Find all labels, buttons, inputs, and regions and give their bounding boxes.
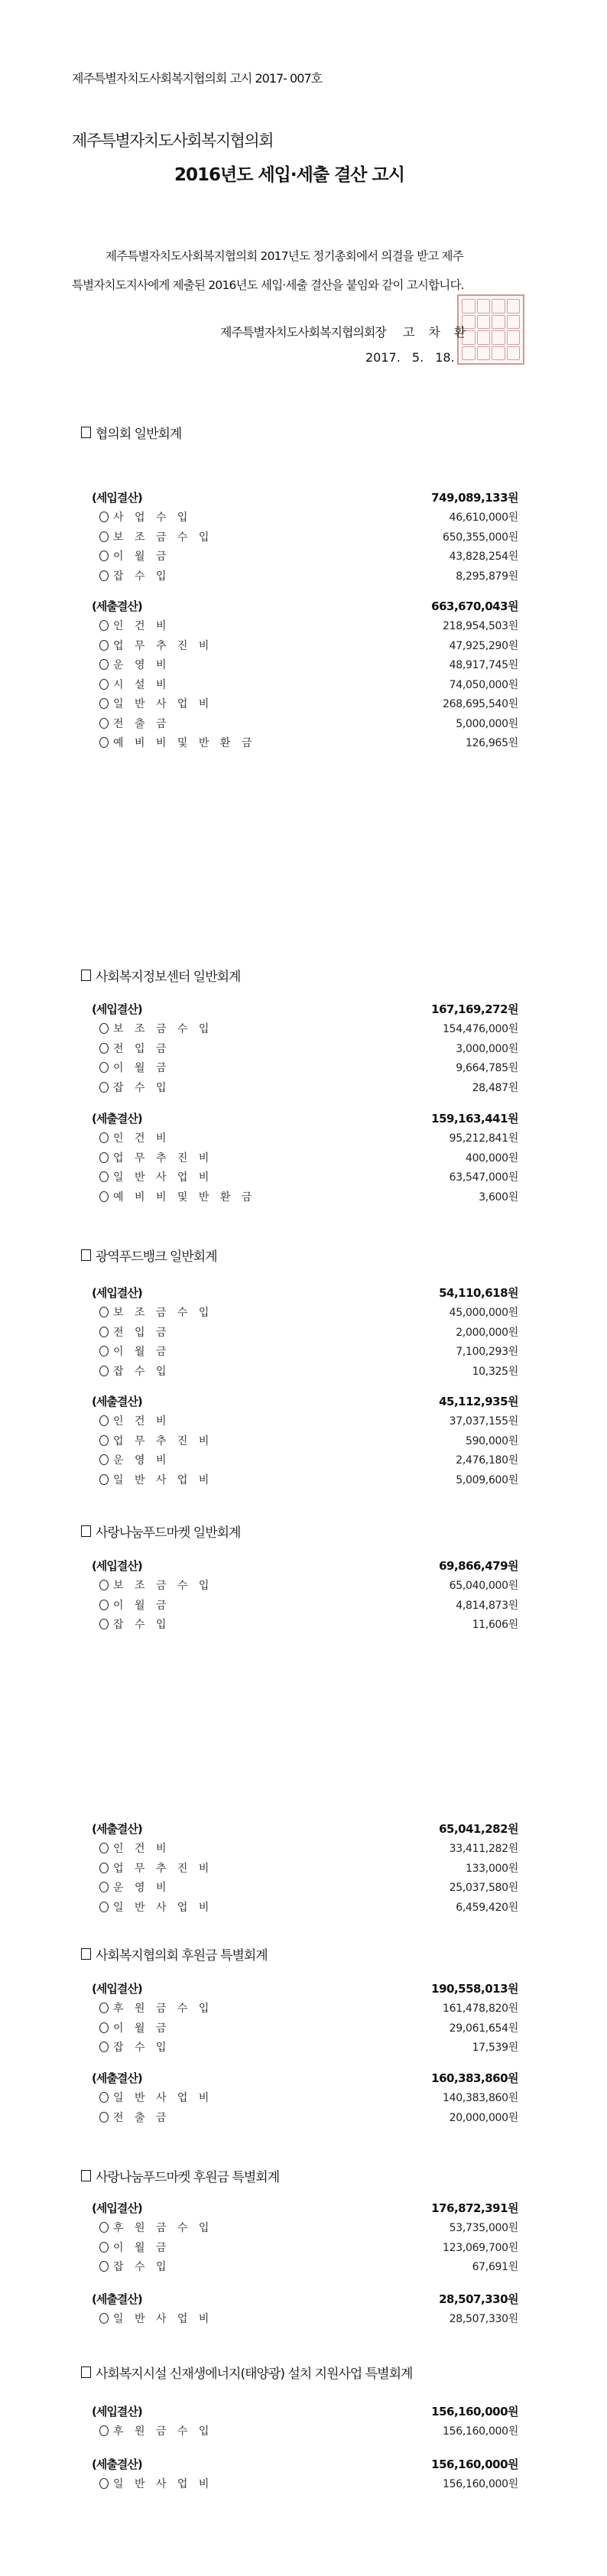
circle-bullet-icon bbox=[99, 551, 109, 561]
circle-bullet-icon bbox=[99, 1600, 109, 1610]
line-item bbox=[0, 696, 607, 714]
line-item-amount: 43,828,254원 bbox=[449, 551, 518, 563]
line-item-amount: 268,695,540원 bbox=[443, 698, 518, 710]
circle-bullet-icon bbox=[99, 2112, 109, 2123]
line-item-name: 잡 수 입 bbox=[113, 1365, 170, 1378]
expenditure-settlement-label: (세출결산) bbox=[92, 1395, 142, 1408]
circle-bullet-icon bbox=[99, 2222, 109, 2233]
revenue-settlement-label: (세입결산) bbox=[92, 1559, 142, 1573]
line-item-label bbox=[99, 1577, 213, 1593]
circle-bullet-icon bbox=[99, 1346, 109, 1356]
line-item bbox=[0, 2311, 607, 2329]
expenditure-settlement-label: (세출결산) bbox=[92, 1112, 142, 1126]
square-bullet-icon bbox=[81, 1249, 91, 1261]
line-item bbox=[0, 1879, 607, 1898]
signer-name: 고 차 환 bbox=[402, 325, 466, 339]
notice-number: 제주특별자치도사회복지협의회 고시 2017- 007호 bbox=[72, 71, 323, 86]
line-item-name: 인 건 비 bbox=[113, 1415, 170, 1428]
line-item-name: 이 월 금 bbox=[113, 2241, 170, 2254]
circle-bullet-icon bbox=[99, 620, 109, 631]
line-item bbox=[0, 2020, 607, 2038]
line-item-name: 이 월 금 bbox=[113, 551, 170, 563]
circle-bullet-icon bbox=[99, 1474, 109, 1485]
line-item-amount: 3,000,000원 bbox=[456, 1042, 518, 1055]
circle-bullet-icon bbox=[99, 512, 109, 522]
line-item-name: 사 업 수 입 bbox=[113, 512, 192, 524]
line-item-label bbox=[99, 2020, 170, 2035]
expenditure-settlement-label: (세출결산) bbox=[92, 2071, 142, 2085]
line-item-name: 운 영 비 bbox=[113, 659, 170, 671]
circle-bullet-icon bbox=[99, 659, 109, 670]
line-item-amount: 2,000,000원 bbox=[456, 1326, 518, 1339]
line-item-name: 잡 수 입 bbox=[113, 2261, 170, 2273]
line-item bbox=[0, 735, 607, 753]
settlement-total: 749,089,133원 bbox=[431, 491, 518, 505]
line-item-label bbox=[99, 1616, 170, 1632]
circle-bullet-icon bbox=[99, 1580, 109, 1590]
line-item bbox=[0, 2220, 607, 2238]
line-item bbox=[0, 1860, 607, 1879]
circle-bullet-icon bbox=[99, 2261, 109, 2272]
line-item-amount: 63,547,000원 bbox=[449, 1171, 518, 1184]
line-item-label bbox=[99, 2423, 213, 2438]
line-item-name: 일 반 사 업 비 bbox=[113, 1171, 213, 1184]
square-bullet-icon bbox=[81, 2366, 91, 2378]
line-item bbox=[0, 1597, 607, 1616]
section-heading bbox=[81, 1246, 217, 1265]
line-item bbox=[0, 2259, 607, 2277]
line-item-label bbox=[99, 1413, 170, 1428]
line-item bbox=[0, 509, 607, 528]
line-item bbox=[0, 1150, 607, 1168]
line-item bbox=[0, 1304, 607, 1323]
line-item-amount: 28,487원 bbox=[472, 1081, 518, 1094]
line-item-name: 이 월 금 bbox=[113, 2022, 170, 2035]
document-title: 2016년도 세입·세출 결산 고시 bbox=[174, 165, 404, 185]
line-item bbox=[0, 1343, 607, 1362]
revenue-settlement-label: (세입결산) bbox=[92, 2201, 142, 2215]
settlement-total: 663,670,043원 bbox=[431, 599, 518, 613]
line-item-name: 시 설 비 bbox=[113, 678, 170, 691]
line-item bbox=[0, 1169, 607, 1187]
settlement-total: 45,112,935원 bbox=[439, 1395, 518, 1408]
circle-bullet-icon bbox=[99, 570, 109, 581]
line-item bbox=[0, 716, 607, 734]
line-item-name: 잡 수 입 bbox=[113, 2042, 170, 2054]
settlement-total: 190,558,013원 bbox=[431, 1982, 518, 1996]
line-item-amount: 400,000원 bbox=[465, 1152, 518, 1165]
body-paragraph-line-2: 특별자치도지사에게 제출된 2016년도 세입·세출 결산을 붙임와 같이 고시합니다. bbox=[72, 278, 464, 292]
line-item-amount: 156,160,000원 bbox=[443, 2425, 518, 2438]
circle-bullet-icon bbox=[99, 1082, 109, 1093]
line-item bbox=[0, 1363, 607, 1382]
settlement-total: 28,507,330원 bbox=[439, 2292, 518, 2306]
line-item-name: 인 건 비 bbox=[113, 1132, 170, 1145]
line-item-label bbox=[99, 657, 170, 672]
line-item-name: 일 반 사 업 비 bbox=[113, 1473, 213, 1486]
line-item-label bbox=[99, 638, 213, 653]
line-item bbox=[0, 568, 607, 586]
line-item-amount: 123,069,700원 bbox=[443, 2241, 518, 2254]
line-item-label bbox=[99, 1840, 170, 1856]
circle-bullet-icon bbox=[99, 718, 109, 729]
circle-bullet-icon bbox=[99, 1882, 109, 1892]
line-item bbox=[0, 529, 607, 547]
line-item bbox=[0, 1577, 607, 1596]
line-item-amount: 11,606원 bbox=[472, 1619, 518, 1631]
circle-bullet-icon bbox=[99, 1619, 109, 1629]
line-item-name: 일 반 사 업 비 bbox=[113, 2092, 213, 2104]
settlement-total: 160,383,860원 bbox=[431, 2071, 518, 2085]
section-title: 광역푸드뱅크 일반회계 bbox=[96, 1249, 217, 1265]
settlement-total: 176,872,391원 bbox=[431, 2201, 518, 2215]
signer-title: 제주특별자치도사회복지협의회장 bbox=[220, 325, 386, 339]
line-item-label bbox=[99, 1597, 170, 1613]
line-item-label bbox=[99, 2259, 170, 2274]
settlement-total: 156,160,000원 bbox=[431, 2405, 518, 2418]
line-item bbox=[0, 2476, 607, 2494]
line-item-label bbox=[99, 509, 191, 525]
section-title: 사랑나눔푸드마켓 일반회계 bbox=[96, 1525, 241, 1541]
line-item-label bbox=[99, 1433, 213, 1448]
line-item-name: 운 영 비 bbox=[113, 1454, 170, 1467]
square-bullet-icon bbox=[81, 970, 91, 981]
line-item-amount: 126,965원 bbox=[465, 737, 518, 749]
line-item-name: 인 건 비 bbox=[113, 620, 170, 632]
circle-bullet-icon bbox=[99, 1902, 109, 1912]
line-item bbox=[0, 2240, 607, 2258]
line-item-amount: 590,000원 bbox=[465, 1434, 518, 1447]
line-item bbox=[0, 2039, 607, 2058]
line-item-amount: 133,000원 bbox=[465, 1862, 518, 1875]
line-item-amount: 9,664,785원 bbox=[456, 1062, 518, 1074]
line-item-amount: 650,355,000원 bbox=[443, 531, 518, 544]
line-item-amount: 8,295,879원 bbox=[456, 570, 518, 583]
line-item-label bbox=[99, 2220, 213, 2235]
circle-bullet-icon bbox=[99, 1435, 109, 1446]
line-item-amount: 47,925,290원 bbox=[449, 639, 518, 652]
section-heading bbox=[81, 2363, 412, 2382]
line-item-amount: 218,954,503원 bbox=[443, 620, 518, 632]
line-item bbox=[0, 1060, 607, 1078]
section-title: 협의회 일반회계 bbox=[96, 427, 182, 442]
body-paragraph-line-1: 제주특별자치도사회복지협의회 2017년도 정기총회에서 의결을 받고 제주 bbox=[105, 249, 463, 263]
section-heading bbox=[81, 423, 181, 442]
line-item-name: 전 입 금 bbox=[113, 1042, 170, 1055]
revenue-settlement-label: (세입결산) bbox=[92, 491, 142, 505]
line-item-name: 일 반 사 업 비 bbox=[113, 698, 213, 710]
section-heading bbox=[81, 966, 240, 985]
circle-bullet-icon bbox=[99, 1132, 109, 1143]
circle-bullet-icon bbox=[99, 1152, 109, 1163]
line-item-amount: 48,917,745원 bbox=[449, 659, 518, 671]
circle-bullet-icon bbox=[99, 1191, 109, 1202]
line-item-label bbox=[99, 2110, 170, 2125]
circle-bullet-icon bbox=[99, 1454, 109, 1465]
line-item-amount: 140,383,860원 bbox=[443, 2092, 518, 2104]
section-title: 사회복지정보센터 일반회계 bbox=[96, 970, 241, 985]
line-item bbox=[0, 1472, 607, 1490]
line-item-label bbox=[99, 618, 170, 633]
line-item-label bbox=[99, 1452, 170, 1467]
expenditure-settlement-label: (세출결산) bbox=[92, 2292, 142, 2306]
line-item-name: 운 영 비 bbox=[113, 1882, 170, 1894]
line-item-label bbox=[99, 735, 255, 750]
signature-line bbox=[220, 323, 466, 340]
seal-pattern bbox=[462, 299, 520, 360]
circle-bullet-icon bbox=[99, 2313, 109, 2324]
line-item-amount: 46,610,000원 bbox=[449, 512, 518, 524]
line-item-label bbox=[99, 1324, 170, 1340]
line-item-name: 전 입 금 bbox=[113, 1326, 170, 1339]
line-item-amount: 95,212,841원 bbox=[449, 1132, 518, 1145]
line-item-name: 예 비 비 및 반 환 금 bbox=[113, 737, 256, 749]
line-item bbox=[0, 1021, 607, 1039]
circle-bullet-icon bbox=[99, 1327, 109, 1337]
line-item-label bbox=[99, 2090, 213, 2105]
line-item-label bbox=[99, 1189, 255, 1204]
line-item-amount: 33,411,282원 bbox=[449, 1843, 518, 1855]
line-item-label bbox=[99, 1304, 213, 1320]
circle-bullet-icon bbox=[99, 1062, 109, 1073]
line-item bbox=[0, 1413, 607, 1431]
line-item-name: 업 무 추 진 비 bbox=[113, 1862, 213, 1875]
revenue-settlement-label: (세입결산) bbox=[92, 2405, 142, 2418]
line-item-name: 보 조 금 수 입 bbox=[113, 1307, 213, 1319]
circle-bullet-icon bbox=[99, 1171, 109, 1182]
line-item-label bbox=[99, 696, 213, 711]
notice-date: 2017. 5. 18. bbox=[365, 350, 455, 365]
line-item bbox=[0, 548, 607, 567]
settlement-total: 167,169,272원 bbox=[431, 1002, 518, 1016]
line-item bbox=[0, 1433, 607, 1451]
circle-bullet-icon bbox=[99, 2003, 109, 2013]
revenue-settlement-label: (세입결산) bbox=[92, 1002, 142, 1016]
line-item-name: 보 조 금 수 입 bbox=[113, 1023, 213, 1035]
line-item-name: 후 원 금 수 입 bbox=[113, 2425, 213, 2438]
square-bullet-icon bbox=[81, 1525, 91, 1537]
line-item-label bbox=[99, 1899, 213, 1915]
line-item bbox=[0, 657, 607, 675]
line-item-amount: 3,600원 bbox=[479, 1191, 518, 1204]
line-item-name: 업 무 추 진 비 bbox=[113, 1434, 213, 1447]
settlement-total: 156,160,000원 bbox=[431, 2457, 518, 2471]
circle-bullet-icon bbox=[99, 1843, 109, 1853]
line-item-amount: 10,325원 bbox=[472, 1365, 518, 1378]
line-item bbox=[0, 638, 607, 656]
line-item-label bbox=[99, 568, 170, 583]
line-item-name: 후 원 금 수 입 bbox=[113, 2222, 213, 2234]
line-item-label bbox=[99, 2039, 170, 2055]
circle-bullet-icon bbox=[99, 1043, 109, 1054]
section-heading bbox=[81, 1522, 240, 1541]
square-bullet-icon bbox=[81, 2170, 91, 2181]
line-item bbox=[0, 2090, 607, 2108]
line-item-name: 전 출 금 bbox=[113, 2111, 170, 2124]
circle-bullet-icon bbox=[99, 679, 109, 690]
line-item-name: 예 비 비 및 반 환 금 bbox=[113, 1191, 256, 1204]
line-item-amount: 156,160,000원 bbox=[443, 2478, 518, 2490]
line-item-label bbox=[99, 548, 170, 564]
line-item-amount: 67,691원 bbox=[472, 2261, 518, 2273]
square-bullet-icon bbox=[81, 427, 91, 438]
line-item bbox=[0, 2000, 607, 2019]
line-item bbox=[0, 1452, 607, 1470]
line-item-name: 일 반 사 업 비 bbox=[113, 1901, 213, 1914]
line-item-name: 보 조 금 수 입 bbox=[113, 1580, 213, 1592]
line-item-amount: 37,037,155원 bbox=[449, 1415, 518, 1428]
line-item-amount: 5,009,600원 bbox=[456, 1473, 518, 1486]
official-seal-stamp bbox=[457, 294, 524, 365]
revenue-settlement-label: (세입결산) bbox=[92, 1286, 142, 1300]
circle-bullet-icon bbox=[99, 2242, 109, 2253]
line-item-amount: 25,037,580원 bbox=[449, 1882, 518, 1894]
settlement-total: 69,866,479원 bbox=[439, 1559, 518, 1573]
line-item-amount: 29,061,654원 bbox=[449, 2022, 518, 2035]
circle-bullet-icon bbox=[99, 737, 109, 748]
line-item-amount: 4,814,873원 bbox=[456, 1599, 518, 1612]
line-item-amount: 17,539원 bbox=[472, 2042, 518, 2054]
line-item-name: 인 건 비 bbox=[113, 1843, 170, 1855]
line-item bbox=[0, 1130, 607, 1148]
line-item-name: 잡 수 입 bbox=[113, 1081, 170, 1094]
section-title: 사회복지협의회 후원금 특별회계 bbox=[96, 1948, 268, 1964]
line-item bbox=[0, 677, 607, 695]
line-item-label bbox=[99, 1860, 213, 1876]
circle-bullet-icon bbox=[99, 1307, 109, 1317]
line-item-label bbox=[99, 1080, 170, 1095]
line-item-amount: 65,040,000원 bbox=[449, 1580, 518, 1592]
line-item bbox=[0, 2110, 607, 2128]
line-item-amount: 20,000,000원 bbox=[449, 2111, 518, 2124]
line-item bbox=[0, 1899, 607, 1918]
line-item-amount: 154,476,000원 bbox=[443, 1023, 518, 1035]
line-item-label bbox=[99, 529, 213, 544]
line-item bbox=[0, 618, 607, 636]
line-item-label bbox=[99, 2000, 213, 2016]
revenue-settlement-label: (세입결산) bbox=[92, 1982, 142, 1996]
expenditure-settlement-label: (세출결산) bbox=[92, 1822, 142, 1836]
line-item-name: 일 반 사 업 비 bbox=[113, 2313, 213, 2325]
line-item-name: 이 월 금 bbox=[113, 1346, 170, 1358]
settlement-total: 54,110,618원 bbox=[439, 1286, 518, 1300]
line-item bbox=[0, 1189, 607, 1207]
line-item-label bbox=[99, 1060, 170, 1075]
line-item-amount: 53,735,000원 bbox=[449, 2222, 518, 2234]
line-item-label bbox=[99, 1879, 170, 1895]
line-item bbox=[0, 1080, 607, 1098]
circle-bullet-icon bbox=[99, 2425, 109, 2436]
section-heading bbox=[81, 1944, 268, 1964]
line-item-label bbox=[99, 1150, 213, 1165]
line-item bbox=[0, 2423, 607, 2441]
line-item bbox=[0, 1324, 607, 1343]
line-item-name: 후 원 금 수 입 bbox=[113, 2003, 213, 2015]
line-item-amount: 5,000,000원 bbox=[456, 717, 518, 730]
square-bullet-icon bbox=[81, 1948, 91, 1960]
section-title: 사랑나눔푸드마켓 후원금 특별회계 bbox=[96, 2170, 280, 2185]
line-item-label bbox=[99, 1363, 170, 1379]
line-item-label bbox=[99, 1130, 170, 1145]
line-item-label bbox=[99, 2476, 213, 2491]
line-item-amount: 74,050,000원 bbox=[449, 678, 518, 691]
circle-bullet-icon bbox=[99, 698, 109, 709]
expenditure-settlement-label: (세출결산) bbox=[92, 2457, 142, 2471]
section-heading bbox=[81, 2166, 279, 2185]
circle-bullet-icon bbox=[99, 1023, 109, 1034]
circle-bullet-icon bbox=[99, 2022, 109, 2033]
circle-bullet-icon bbox=[99, 2092, 109, 2103]
line-item-name: 보 조 금 수 입 bbox=[113, 531, 213, 544]
line-item-amount: 7,100,293원 bbox=[456, 1346, 518, 1358]
line-item-label bbox=[99, 1169, 213, 1184]
line-item-name: 일 반 사 업 비 bbox=[113, 2478, 213, 2490]
line-item bbox=[0, 1840, 607, 1859]
section-title: 사회복지시설 신재생에너지(태양광) 설치 지원사업 특별회계 bbox=[96, 2366, 413, 2382]
circle-bullet-icon bbox=[99, 531, 109, 542]
expenditure-settlement-label: (세출결산) bbox=[92, 599, 142, 613]
line-item-amount: 45,000,000원 bbox=[449, 1307, 518, 1319]
circle-bullet-icon bbox=[99, 1863, 109, 1873]
line-item-label bbox=[99, 2240, 170, 2255]
line-item-label bbox=[99, 1021, 213, 1036]
line-item-name: 이 월 금 bbox=[113, 1599, 170, 1612]
circle-bullet-icon bbox=[99, 640, 109, 651]
line-item-amount: 6,459,420원 bbox=[456, 1901, 518, 1914]
settlement-total: 159,163,441원 bbox=[431, 1112, 518, 1126]
line-item-name: 잡 수 입 bbox=[113, 570, 170, 583]
line-item-name: 전 출 금 bbox=[113, 717, 170, 730]
organization-title: 제주특별자치도사회복지협의회 bbox=[72, 132, 274, 150]
line-item-label bbox=[99, 2311, 213, 2326]
circle-bullet-icon bbox=[99, 1415, 109, 1426]
line-item-amount: 2,476,180원 bbox=[456, 1454, 518, 1467]
circle-bullet-icon bbox=[99, 2478, 109, 2489]
line-item-name: 잡 수 입 bbox=[113, 1619, 170, 1631]
settlement-total: 65,041,282원 bbox=[439, 1822, 518, 1836]
line-item-name: 업 무 추 진 비 bbox=[113, 1152, 213, 1165]
circle-bullet-icon bbox=[99, 1366, 109, 1376]
circle-bullet-icon bbox=[99, 2042, 109, 2052]
line-item-label bbox=[99, 1343, 170, 1359]
line-item-label bbox=[99, 1472, 213, 1487]
line-item bbox=[0, 1616, 607, 1635]
line-item-label bbox=[99, 1041, 170, 1056]
line-item-name: 이 월 금 bbox=[113, 1062, 170, 1074]
line-item-amount: 161,478,820원 bbox=[443, 2003, 518, 2015]
line-item-amount: 28,507,330원 bbox=[449, 2313, 518, 2325]
line-item-label bbox=[99, 716, 170, 731]
line-item bbox=[0, 1041, 607, 1059]
line-item-label bbox=[99, 677, 170, 692]
line-item-name: 업 무 추 진 비 bbox=[113, 639, 213, 652]
